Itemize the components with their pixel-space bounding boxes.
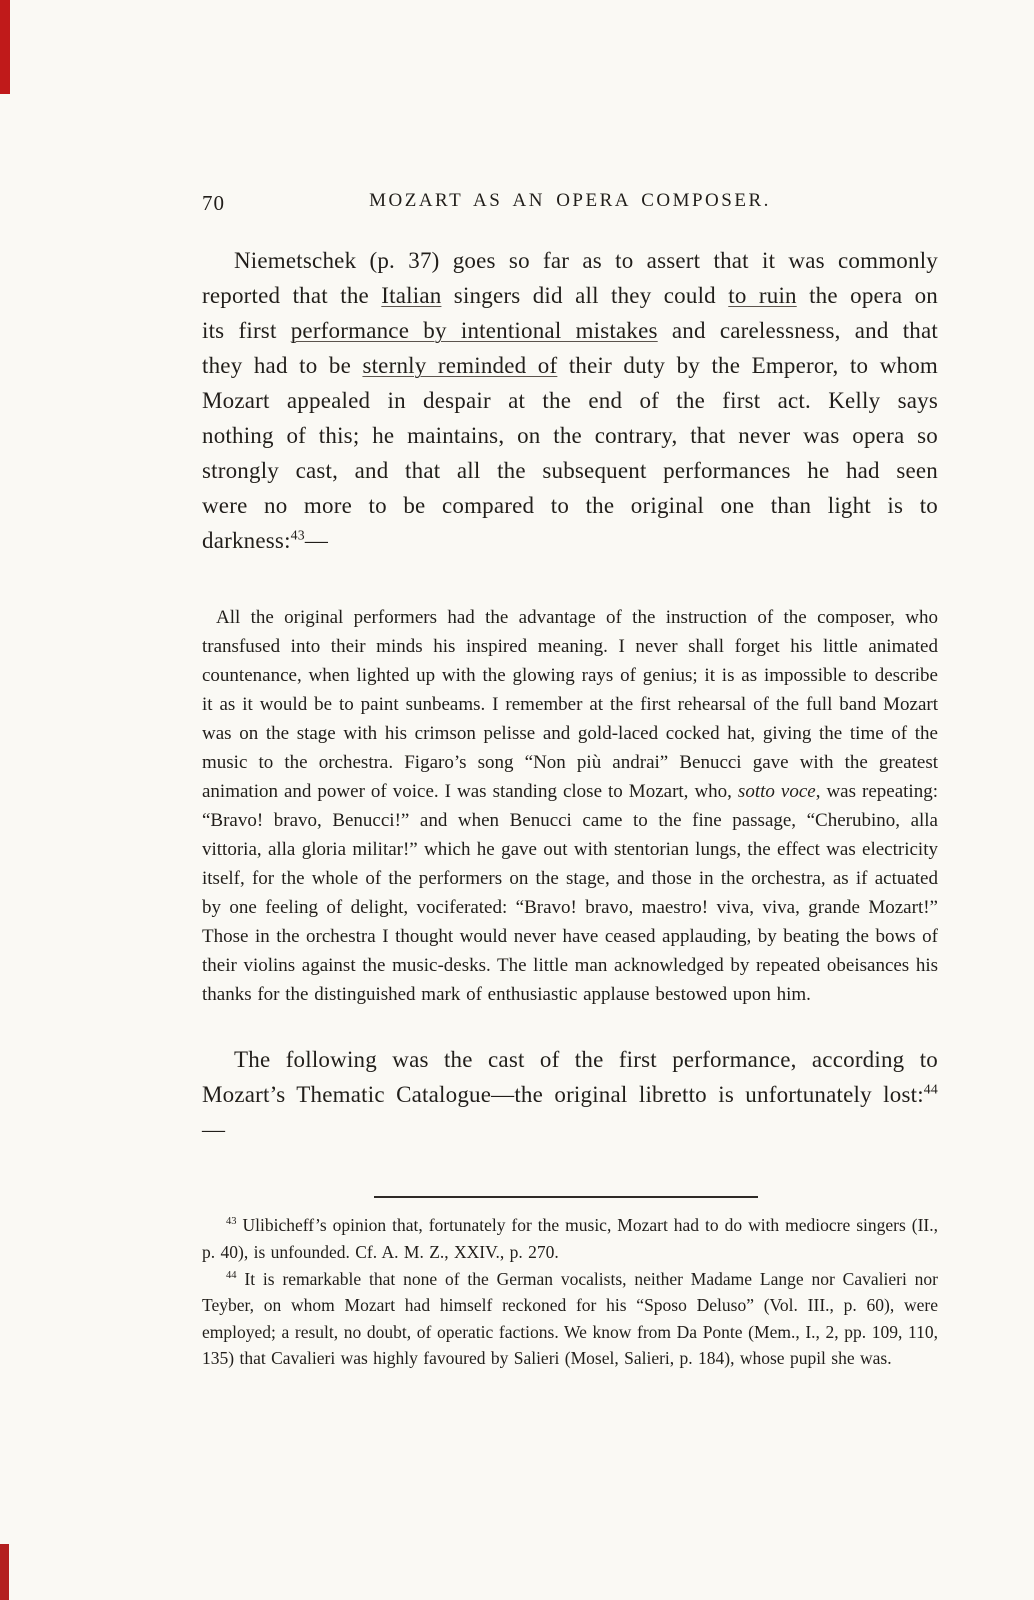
kelly-quote-block (202, 603, 938, 1010)
main-paragraph (202, 244, 938, 559)
text-segment: — (304, 527, 329, 553)
footnote-43 (202, 1212, 938, 1265)
text-segment: sotto voce (737, 780, 816, 802)
text-segment: , was repeating: “Bravo! bravo, Benucci!” and when Benucci came to the fine passage, “Cherubino, alla vittoria, alla gloria militar!” which he gave out with stentorian lungs, the effect was electricity itself, for the whole of the performers on the stage, and those in the orchestra, as if actuated by one feeling of delight, vociferated: “Bravo! bravo, maestro! viva, viva, grande Mozart!” Those in the orchestra I thought would never have ceased applauding, by beating the bows of their violins against the music-desks. The little man acknowledged by repeated obeisances his thanks for the distinguished mark of enthusiastic applause bestowed upon him. (202, 780, 938, 1006)
text-segment: to ruin (728, 282, 797, 308)
text-segment: their duty by the Emperor, to whom Mozart appealed in despair at the end of the first act. Kelly says nothing of this; he maintains, on the contrary, that never was opera so strongly cast, and that all the subsequent performances he had seen were no more to be compared to the original one than light is to darkness: (202, 352, 938, 553)
footnote-ref: 44 (226, 1269, 237, 1281)
page-header (202, 190, 938, 220)
text-segment: and carelessness, and that they had to be (202, 317, 939, 378)
page-number: 70 (202, 191, 225, 215)
footnote-ref: 44 (923, 1081, 938, 1097)
footnote-ref: 43 (226, 1216, 237, 1228)
text-segment: sternly reminded of (362, 352, 558, 378)
footnote-separator (374, 1196, 758, 1198)
scan-artifact-bottom (0, 1544, 9, 1600)
running-header: MOZART AS AN OPERA COMPOSER. (369, 190, 771, 211)
cast-intro-paragraph (202, 1043, 938, 1148)
text-segment: The following was the cast of the first performance, according to Mozart’s Thematic Catalogue—the original libretto is unfortunately lost: (202, 1047, 938, 1108)
footnote-44 (202, 1266, 938, 1372)
text-segment: — (202, 1117, 226, 1143)
page-content (202, 190, 938, 1372)
text-segment: Niemetschek (p. 37) goes so far as to assert that it was commonly reported that the (202, 248, 938, 308)
text-segment: It is remarkable that none of the German vocalists, neither Madame Lange nor Cavalieri nor Teyber, on whom Mozart had himself reckoned for his “Sposo Deluso” (Vol. III., p. 60), were employed; a result, no doubt, of operatic factions. We know from Da Ponte (Mem., I., 2, pp. 109, 110, 135) that Cavalieri was highly favoured by Salieri (Mosel, Salieri, p. 184), whose pupil she was. (202, 1268, 938, 1369)
footnote-ref: 43 (290, 526, 305, 542)
text-segment: performance by intentional mistakes (290, 317, 658, 343)
text-segment: All the original performers had the advantage of the instruction of the composer, who transfused into their minds his inspired meaning. I never shall forget his little animated countenance, when lighted up with the glowing rays of genius; it is as impossible to describe it as it would be to paint sunbeams. I remember at the first rehearsal of the full band Mozart was on the stage with his crimson pelisse and gold-laced cocked hat, giving the time of the music to the orchestra. Figaro’s song “Non più andrai” Benucci gave with the greatest animation and power of voice. I was standing close to Mozart, who, (202, 606, 938, 802)
text-segment: singers did all they could (441, 282, 729, 308)
text-segment: Ulibicheff’s opinion that, fortunately for the music, Mozart had to do with mediocre singers (II., p. 40), is unfounded. Cf. A. M. Z., XXIV., p. 270. (202, 1215, 938, 1262)
text-segment: Italian (381, 282, 442, 308)
text-segment: the opera on its first (202, 282, 938, 343)
footnotes-section (202, 1212, 938, 1372)
scan-artifact-top (0, 0, 10, 94)
